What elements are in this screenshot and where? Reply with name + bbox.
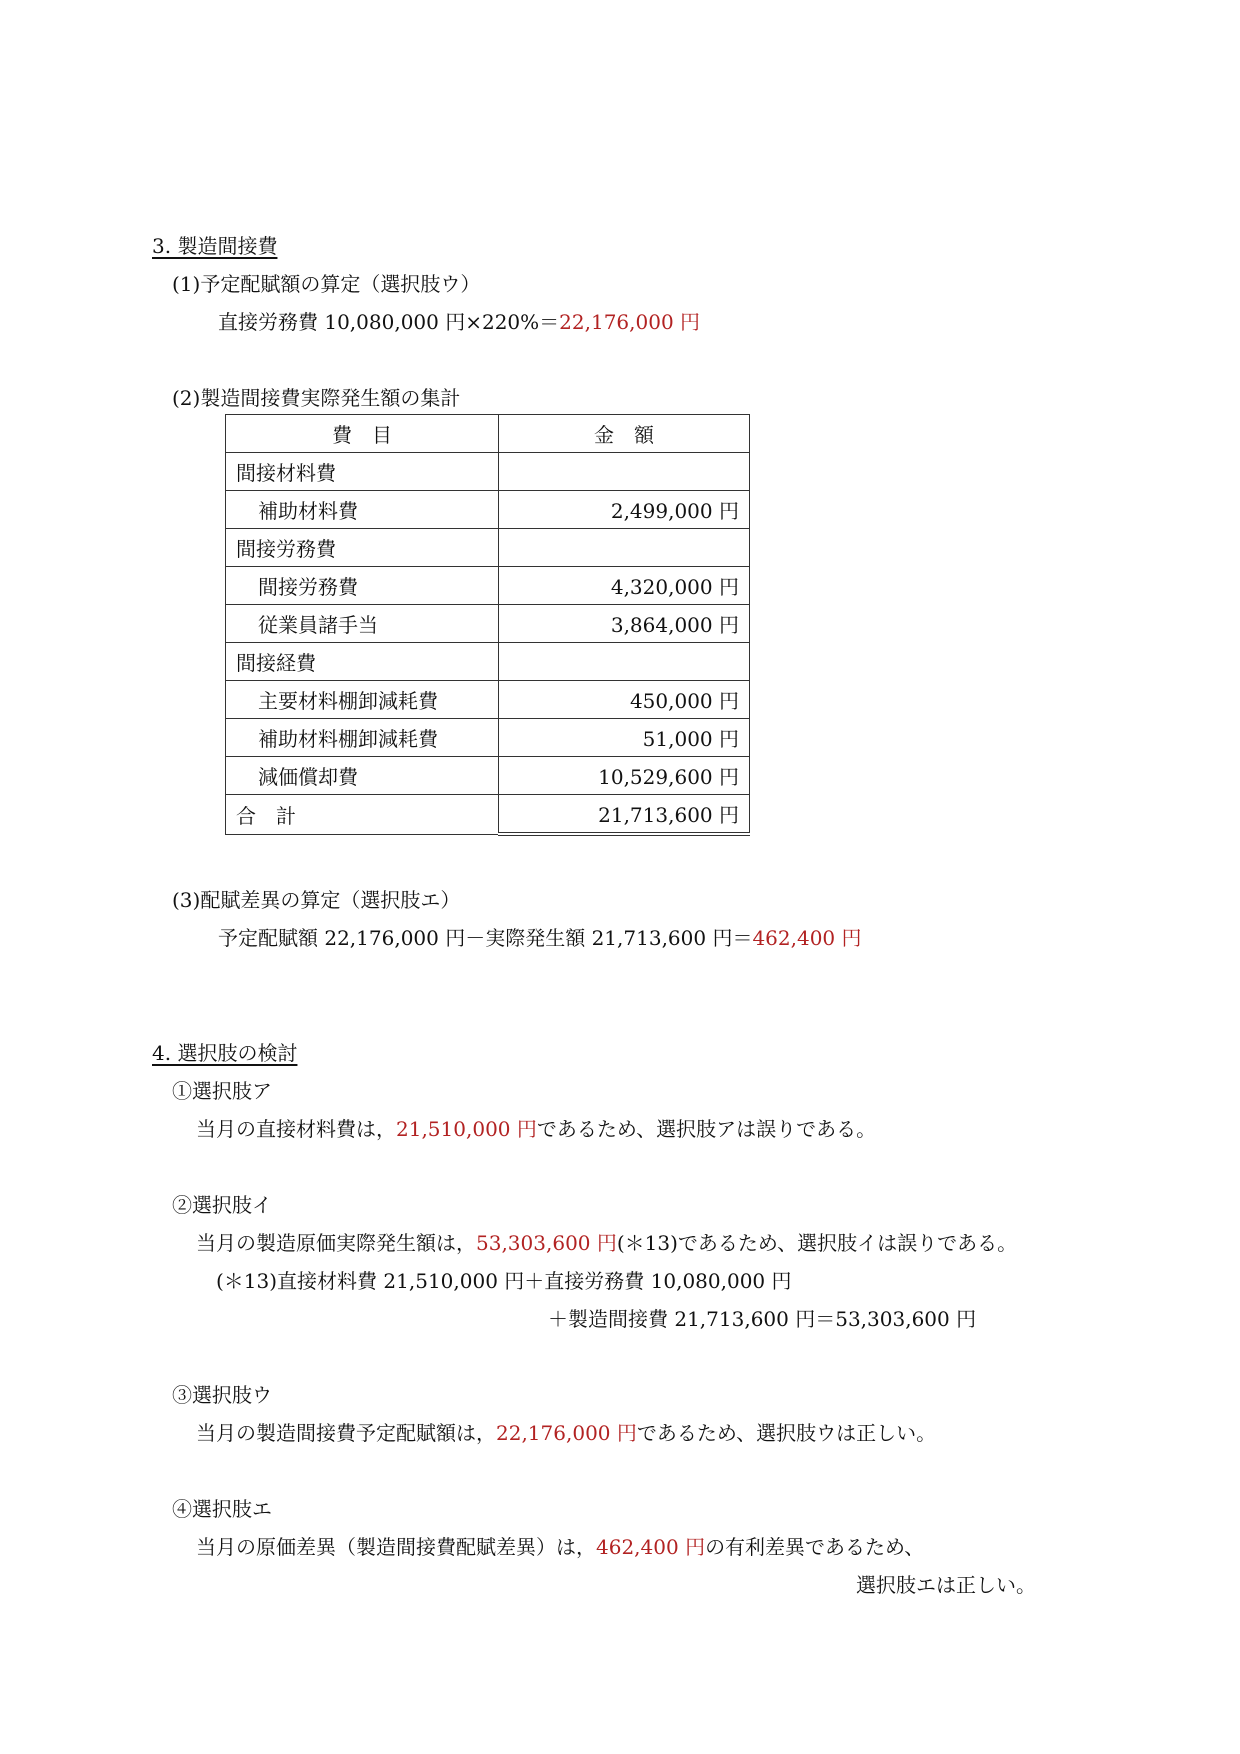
row-amount: 51,000 円 (499, 719, 750, 757)
total-amount: 21,713,600 円 (499, 795, 750, 835)
table-row (226, 491, 750, 529)
option-i-title: ②選択肢イ (172, 1193, 272, 1217)
total-label: 合 計 (226, 795, 499, 835)
planned-allocation-formula (218, 310, 700, 334)
row-item: 間接労務費 (226, 529, 499, 567)
subsection-2-title: (2)製造間接費実際発生額の集計 (172, 386, 461, 410)
table-row (226, 453, 750, 491)
table-row (226, 605, 750, 643)
table-row (226, 643, 750, 681)
option-a-title: ①選択肢ア (172, 1079, 272, 1103)
variance-result: 462,400 円 (752, 926, 862, 950)
row-item: 従業員諸手当 (226, 605, 499, 643)
subsection-1-title: (1)予定配賦額の算定（選択肢ウ） (172, 272, 481, 296)
option-u-text (196, 1421, 936, 1445)
column-header-amount: 金 額 (499, 415, 750, 453)
table-row (226, 681, 750, 719)
option-u-pre: 当月の製造間接費予定配賦額は， (196, 1421, 496, 1445)
option-i-text (196, 1231, 1017, 1255)
option-e-title: ④選択肢エ (172, 1497, 272, 1521)
option-i-post: (＊13)であるため、選択肢イは誤りである。 (616, 1231, 1018, 1255)
option-e-value: 462,400 円 (596, 1535, 706, 1559)
subsection-3-title: (3)配賦差異の算定（選択肢エ） (172, 888, 461, 912)
row-amount (499, 643, 750, 681)
option-e-pre: 当月の原価差異（製造間接費配賦差異）は， (196, 1535, 596, 1559)
option-i-note-line1: (＊13)直接材料費 21,510,000 円＋直接労務費 10,080,000 円 (216, 1269, 792, 1293)
row-amount (499, 529, 750, 567)
row-item: 補助材料費 (226, 491, 499, 529)
table-total-row (226, 795, 750, 835)
option-a-post: であるため、選択肢アは誤りである。 (536, 1117, 877, 1141)
row-amount: 3,864,000 円 (499, 605, 750, 643)
variance-formula (218, 926, 862, 950)
variance-calc: 予定配賦額 22,176,000 円－実際発生額 21,713,600 円＝ (218, 926, 753, 950)
option-a-pre: 当月の直接材料費は， (196, 1117, 396, 1141)
option-a-text (196, 1117, 876, 1141)
planned-allocation-calc: 直接労務費 10,080,000 円×220%＝ (218, 310, 560, 334)
row-item: 補助材料棚卸減耗費 (226, 719, 499, 757)
option-e-conclusion: 選択肢エは正しい。 (856, 1573, 1036, 1597)
row-item: 間接経費 (226, 643, 499, 681)
row-amount: 450,000 円 (499, 681, 750, 719)
option-i-value: 53,303,600 円 (476, 1231, 617, 1255)
section-4-heading: 4. 選択肢の検討 (152, 1041, 298, 1065)
option-u-post: であるため、選択肢ウは正しい。 (636, 1421, 937, 1445)
row-item: 主要材料棚卸減耗費 (226, 681, 499, 719)
row-amount: 10,529,600 円 (499, 757, 750, 795)
row-amount (499, 453, 750, 491)
table-row (226, 567, 750, 605)
row-amount: 4,320,000 円 (499, 567, 750, 605)
column-header-item: 費 目 (226, 415, 499, 453)
table-header-row (226, 415, 750, 453)
row-amount: 2,499,000 円 (499, 491, 750, 529)
option-a-value: 21,510,000 円 (396, 1117, 537, 1141)
section-3-heading: 3. 製造間接費 (152, 234, 278, 258)
option-e-text (196, 1535, 924, 1559)
table-row (226, 719, 750, 757)
row-item: 間接材料費 (226, 453, 499, 491)
option-e-post: の有利差異であるため、 (705, 1535, 925, 1559)
option-u-title: ③選択肢ウ (172, 1383, 272, 1407)
option-i-pre: 当月の製造原価実際発生額は， (196, 1231, 476, 1255)
table-row (226, 757, 750, 795)
option-i-note-line2: ＋製造間接費 21,713,600 円＝53,303,600 円 (548, 1307, 977, 1331)
overhead-cost-table (225, 414, 750, 836)
table-row (226, 529, 750, 567)
planned-allocation-result: 22,176,000 円 (559, 310, 701, 334)
row-item: 間接労務費 (226, 567, 499, 605)
row-item: 減価償却費 (226, 757, 499, 795)
option-u-value: 22,176,000 円 (496, 1421, 637, 1445)
